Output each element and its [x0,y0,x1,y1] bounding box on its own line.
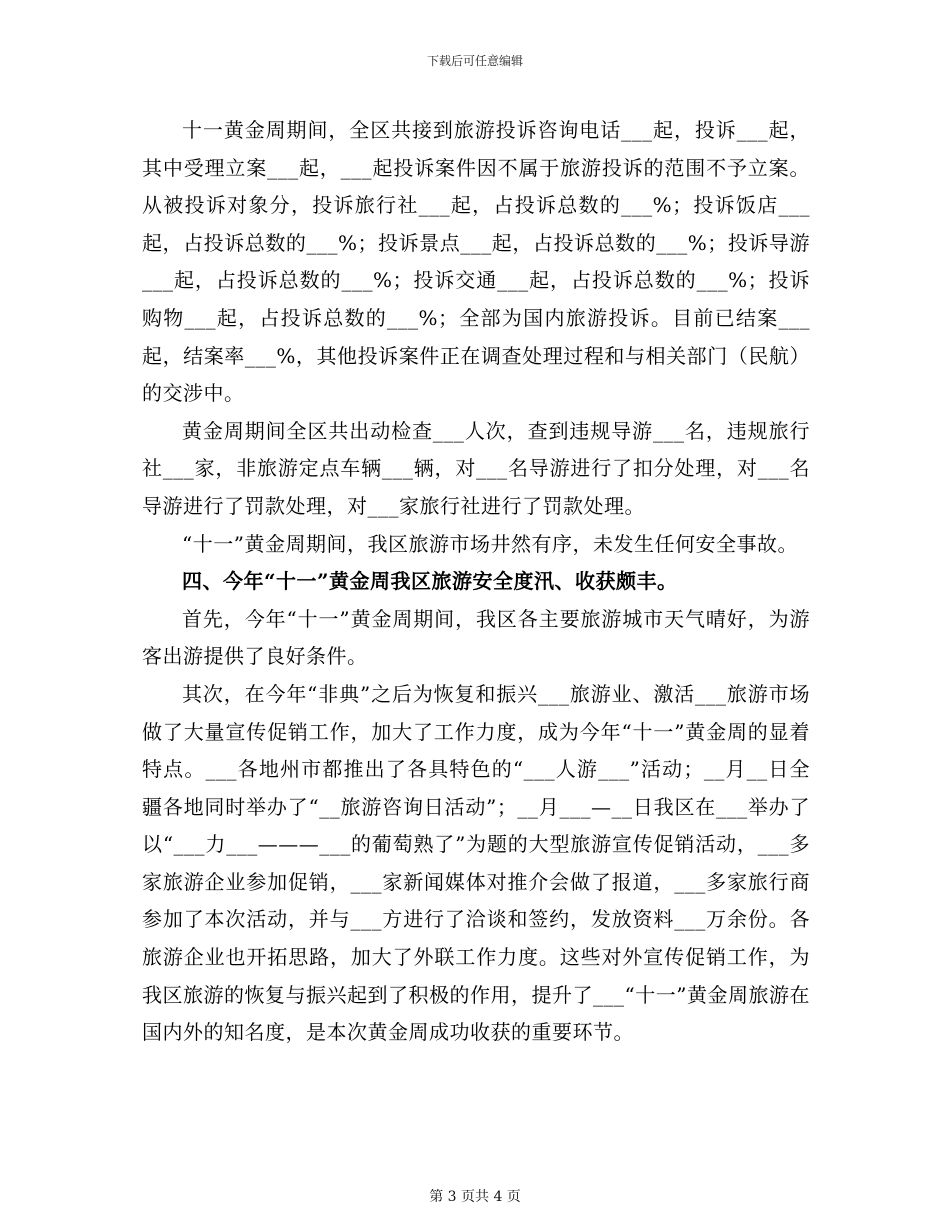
paragraph-promotion: 其次，在今年“非典”之后为恢复和振兴___旅游业、激活___旅游市场做了大量宣传促销工作，加大了工作力度，成为今年“十一”黄金周的显着特点。___各地州市都推出了各具特色的“___人游___”活动；__月__日全疆各地同时举办了“__旅游咨询日活动”；__月___—__日我区在___举办了以“___力___———___的葡萄熟了”为题的大型旅游宣传促销活动，___多家旅游企业参加促销，___家新闻媒体对推介会做了报道，___多家旅行商参加了本次活动，并与___方进行了洽谈和签约，发放资料___万余份。各旅游企业也开拓思路，加大了外联工作力度。这些对外宣传促销工作，为我区旅游的恢复与振兴起到了积极的作用，提升了___“十一”黄金周旅游在国内外的知名度，是本次黄金周成功收获的重要环节。 [142,681,810,1045]
document-body [142,112,810,1052]
page-header: 下载后可任意编辑 [426,54,523,68]
paragraph-safety: “十一”黄金周期间，我区旅游市场井然有序，未发生任何安全事故。 [182,531,798,556]
page-number-footer: 第 3 页共 4 页 [429,1189,521,1205]
paragraph-complaints: 十一黄金周期间，全区共接到旅游投诉咨询电话___起，投诉___起，其中受理立案___起，___起投诉案件因不属于旅游投诉的范围不予立案。从被投诉对象分，投诉旅行社___起，占投诉总数的___%；投诉饭店___起，占投诉总数的___%；投诉景点___起，占投诉总数的___%；投诉导游___起，占投诉总数的___%；投诉交通___起，占投诉总数的___%；投诉购物___起，占投诉总数的___%；全部为国内旅游投诉。目前已结案___起，结案率___%，其他投诉案件正在调查处理过程和与相关部门（民航）的交涉中。 [142,118,810,406]
paragraph-inspections: 黄金周期间全区共出动检查___人次，查到违规导游___名，违规旅行社___家，非旅游定点车辆___辆，对___名导游进行了扣分处理，对___名导游进行了罚款处理，对___家旅行社进行了罚款处理。 [142,418,810,518]
paragraph-weather: 首先，今年“十一”黄金周期间，我区各主要旅游城市天气晴好，为游客出游提供了良好条件。 [142,606,810,669]
section-heading-four: 四、今年“十一”黄金周我区旅游安全度汛、收获颇丰。 [182,569,678,594]
